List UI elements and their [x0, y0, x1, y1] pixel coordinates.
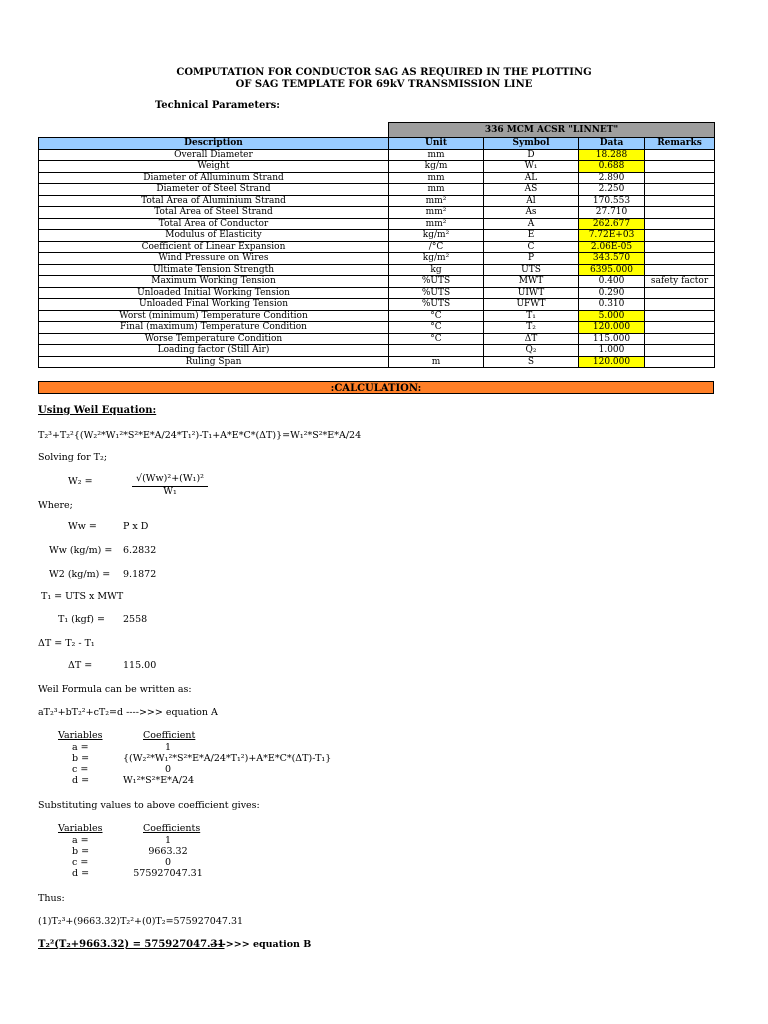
variable-label: b =: [72, 846, 90, 857]
table-row: [39, 149, 715, 161]
cell-unit: mm: [389, 184, 484, 196]
cell-symbol: AL: [484, 172, 579, 184]
table-row: [39, 218, 715, 230]
cell-data: 120.000: [579, 356, 645, 368]
weil-written-label: Weil Formula can be written as:: [38, 684, 192, 695]
w2-numerator: √(Ww)²+(W₁)²: [136, 473, 204, 484]
cell-data: 170.553: [579, 195, 645, 207]
table-row: [39, 184, 715, 196]
w2-value-label: W2 (kg/m) =: [49, 569, 111, 580]
cell-data: 115.000: [579, 333, 645, 345]
weil-heading: Using Weil Equation:: [38, 405, 157, 416]
cell-remarks: [645, 356, 715, 368]
cell-unit: mm: [389, 149, 484, 161]
cell-data: 0.290: [579, 287, 645, 299]
table-row: [39, 299, 715, 311]
table-row: [39, 356, 715, 368]
coefficient-value: 1: [164, 835, 172, 846]
coefficient-value: 0: [164, 764, 172, 775]
cell-data: 27.710: [579, 207, 645, 219]
cell-remarks: [645, 149, 715, 161]
col-header-data: Data: [579, 138, 645, 150]
cell-unit: m: [389, 356, 484, 368]
dt-value: 115.00: [123, 660, 157, 671]
w2-value: 9.1872: [123, 569, 157, 580]
table-row: [39, 241, 715, 253]
thus-label: Thus:: [38, 893, 65, 904]
cell-unit: mm²: [389, 218, 484, 230]
table-row: [39, 253, 715, 265]
equation-a: aT₂³+bT₂²+cT₂=d ---->>> equation A: [38, 707, 218, 718]
cell-unit: °C: [389, 322, 484, 334]
cell-remarks: [645, 322, 715, 334]
cell-unit: mm²: [389, 207, 484, 219]
parameters-table: [38, 122, 715, 368]
cell-description: Diameter of Alluminum Strand: [39, 172, 389, 184]
cell-data: 5.000: [579, 310, 645, 322]
cell-symbol: ΔT: [484, 333, 579, 345]
cell-remarks: [645, 253, 715, 265]
variable-label: c =: [72, 764, 89, 775]
cell-unit: mm: [389, 172, 484, 184]
cell-unit: kg: [389, 264, 484, 276]
cell-symbol: MWT: [484, 276, 579, 288]
cell-symbol: UIWT: [484, 287, 579, 299]
cell-description: Maximum Working Tension: [39, 276, 389, 288]
ww-expression: P x D: [123, 521, 149, 532]
cell-description: Ultimate Tension Strength: [39, 264, 389, 276]
cell-unit: [389, 345, 484, 357]
cell-symbol: C: [484, 241, 579, 253]
cell-data: 0.688: [579, 161, 645, 173]
solving-label: Solving for T₂;: [38, 452, 108, 463]
cell-description: Total Area of Steel Strand: [39, 207, 389, 219]
table-row: [39, 276, 715, 288]
cell-data: 7.72E+03: [579, 230, 645, 242]
calculation-bar: :CALCULATION:: [38, 381, 714, 394]
col-header-remarks: Remarks: [645, 138, 715, 150]
coefficient-header: Coefficient: [143, 730, 196, 741]
w2-label: W₂ =: [68, 476, 93, 487]
cell-symbol: Q₂: [484, 345, 579, 357]
coefficient-value: {(W₂²*W₁²*S²*E*A/24*T₁²)+A*E*C*(ΔT)-T₁}: [123, 753, 332, 764]
cell-symbol: AS: [484, 184, 579, 196]
cell-remarks: safety factor: [645, 276, 715, 288]
cell-data: 1.000: [579, 345, 645, 357]
cell-data: 0.400: [579, 276, 645, 288]
cell-data: 120.000: [579, 322, 645, 334]
conductor-group-header: 336 MCM ACSR "LINNET": [389, 123, 715, 138]
title-line-1: COMPUTATION FOR CONDUCTOR SAG AS REQUIRED IN THE PLOTTING: [176, 67, 592, 78]
cell-unit: %UTS: [389, 276, 484, 288]
table-row: [39, 230, 715, 242]
substituting-label: Substituting values to above coefficient gives:: [38, 800, 260, 811]
coefficient-value: 575927047.31: [133, 868, 203, 879]
cell-data: 262.677: [579, 218, 645, 230]
cell-remarks: [645, 299, 715, 311]
variables2-header: Variables: [58, 823, 103, 834]
coefficient-value: W₁²*S²*E*A/24: [123, 775, 195, 786]
table-row: [39, 195, 715, 207]
table-row: [39, 172, 715, 184]
cell-data: 2.06E-05: [579, 241, 645, 253]
dt-value-label: ΔT =: [68, 660, 93, 671]
cell-description: Diameter of Steel Strand: [39, 184, 389, 196]
weil-equation: T₂³+T₂²{(W₂²*W₁²*S²*E*A/24*T₁²)-T₁+A*E*C*(ΔT)}=W₁²*S²*E*A/24: [38, 430, 362, 441]
cell-unit: mm²: [389, 195, 484, 207]
cell-remarks: [645, 287, 715, 299]
cell-unit: %UTS: [389, 299, 484, 311]
cell-remarks: [645, 184, 715, 196]
cell-description: Unloaded Initial Working Tension: [39, 287, 389, 299]
cell-unit: kg/m²: [389, 230, 484, 242]
col-header-unit: Unit: [389, 138, 484, 150]
cell-symbol: D: [484, 149, 579, 161]
cell-symbol: T₁: [484, 310, 579, 322]
coefficient-value: 9663.32: [148, 846, 188, 857]
equation-b: T₂²(T₂+9663.32) = 575927047.31: [38, 939, 225, 950]
cell-unit: kg/m²: [389, 253, 484, 265]
col-header-description: Description: [39, 138, 389, 150]
coefficients2-header: Coefficients: [143, 823, 201, 834]
cell-data: 2.250: [579, 184, 645, 196]
cell-remarks: [645, 161, 715, 173]
cell-description: Worst (minimum) Temperature Condition: [39, 310, 389, 322]
cell-symbol: Al: [484, 195, 579, 207]
cell-symbol: P: [484, 253, 579, 265]
title-line-2: OF SAG TEMPLATE FOR 69kV TRANSMISSION LINE: [235, 79, 533, 90]
ww-value-label: Ww (kg/m) =: [49, 545, 113, 556]
cell-remarks: [645, 218, 715, 230]
cell-remarks: [645, 310, 715, 322]
t1-value: 2558: [123, 614, 148, 625]
cell-data: 343.570: [579, 253, 645, 265]
table-row: [39, 345, 715, 357]
table-row: [39, 333, 715, 345]
table-row: [39, 161, 715, 173]
cell-remarks: [645, 230, 715, 242]
cell-data: 2.890: [579, 172, 645, 184]
cell-symbol: A: [484, 218, 579, 230]
coefficient-value: 1: [164, 742, 172, 753]
w2-denominator: W₁: [163, 486, 177, 497]
cell-remarks: [645, 333, 715, 345]
cell-description: Weight: [39, 161, 389, 173]
equation-b-suffix: ---->>> equation B: [210, 939, 312, 950]
cell-unit: %UTS: [389, 287, 484, 299]
variable-label: c =: [72, 857, 89, 868]
cell-remarks: [645, 172, 715, 184]
cell-data: 6395.000: [579, 264, 645, 276]
table-row: [39, 264, 715, 276]
cell-remarks: [645, 241, 715, 253]
variable-label: d =: [72, 775, 90, 786]
t1-value-label: T₁ (kgf) =: [58, 614, 105, 625]
variable-label: a =: [72, 742, 89, 753]
variables-header: Variables: [58, 730, 103, 741]
cell-remarks: [645, 195, 715, 207]
cell-description: Loading factor (Still Air): [39, 345, 389, 357]
cell-symbol: S: [484, 356, 579, 368]
cell-data: 0.310: [579, 299, 645, 311]
variable-label: a =: [72, 835, 89, 846]
variable-label: b =: [72, 753, 90, 764]
table-row: [39, 207, 715, 219]
table-row: [39, 287, 715, 299]
cell-symbol: E: [484, 230, 579, 242]
cell-description: Modulus of Elasticity: [39, 230, 389, 242]
cell-description: Coefficient of Linear Expansion: [39, 241, 389, 253]
cell-description: Final (maximum) Temperature Condition: [39, 322, 389, 334]
cell-description: Ruling Span: [39, 356, 389, 368]
variable-label: d =: [72, 868, 90, 879]
cell-symbol: UTS: [484, 264, 579, 276]
t1-formula: T₁ = UTS x MWT: [41, 591, 124, 602]
table-row: [39, 322, 715, 334]
cell-unit: °C: [389, 310, 484, 322]
cell-description: Unloaded Final Working Tension: [39, 299, 389, 311]
coefficient-value: 0: [164, 857, 172, 868]
cell-symbol: As: [484, 207, 579, 219]
ww-label: Ww =: [68, 521, 97, 532]
cell-description: Total Area of Conductor: [39, 218, 389, 230]
cell-description: Wind Pressure on Wires: [39, 253, 389, 265]
cell-unit: /°C: [389, 241, 484, 253]
cell-symbol: UFWT: [484, 299, 579, 311]
cell-description: Worse Temperature Condition: [39, 333, 389, 345]
col-header-symbol: Symbol: [484, 138, 579, 150]
cell-symbol: W₁: [484, 161, 579, 173]
table-row: [39, 310, 715, 322]
cell-description: Total Area of Aluminium Strand: [39, 195, 389, 207]
cell-remarks: [645, 345, 715, 357]
cell-unit: °C: [389, 333, 484, 345]
ww-value: 6.2832: [123, 545, 157, 556]
cell-remarks: [645, 207, 715, 219]
where-label: Where;: [38, 500, 73, 511]
dt-formula: ΔT = T₂ - T₁: [38, 638, 95, 649]
thus-equation: (1)T₂³+(9663.32)T₂²+(0)T₂=575927047.31: [38, 916, 244, 927]
technical-parameters-label: Technical Parameters:: [155, 100, 280, 111]
cell-unit: kg/m: [389, 161, 484, 173]
cell-remarks: [645, 264, 715, 276]
cell-symbol: T₂: [484, 322, 579, 334]
cell-data: 18.288: [579, 149, 645, 161]
cell-description: Overall Diameter: [39, 149, 389, 161]
